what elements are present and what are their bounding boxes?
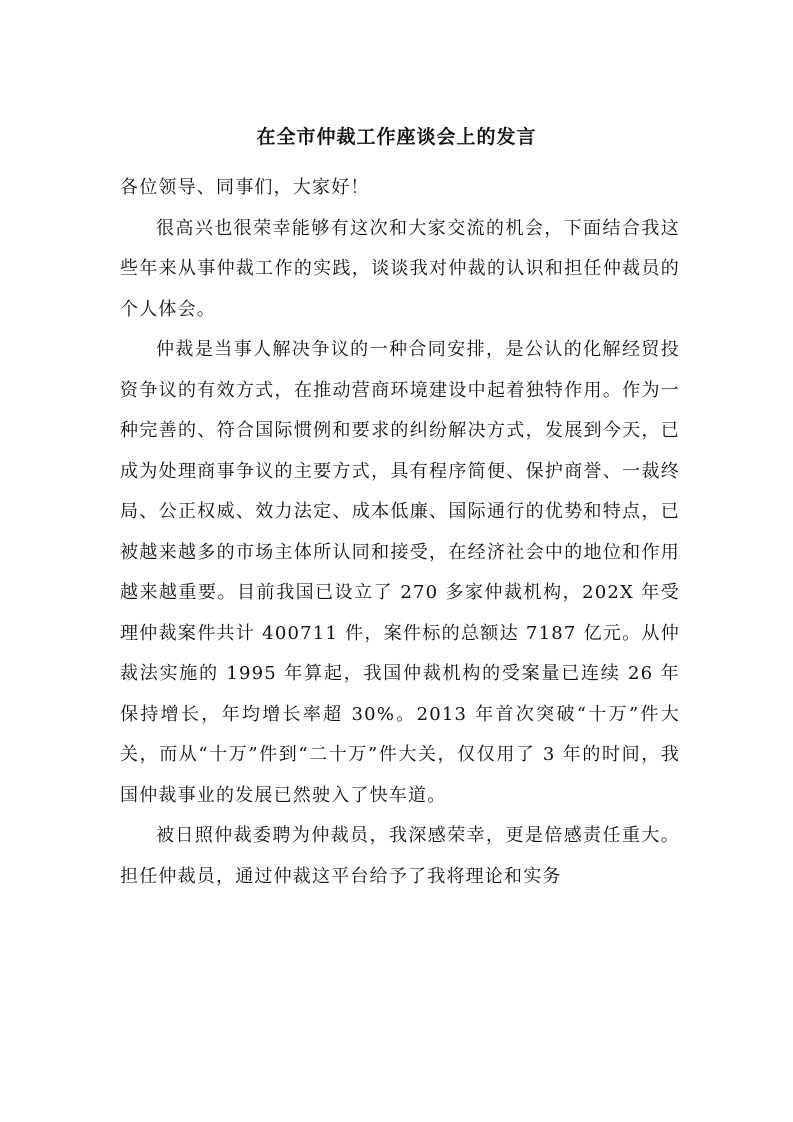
document-body [120, 168, 680, 897]
greeting-line: 各位领导、同事们，大家好！ [120, 177, 370, 198]
document-title: 在全市仲裁工作座谈会上的发言 [256, 126, 537, 148]
paragraph-2: 仲裁是当事人解决争议的一种合同安排，是公认的化解经贸投资争议的有效方式，在推动营商环境建设中起着独特作用。作为一种完善的、符合国际惯例和要求的纠纷解决方式，发展到今天，已成为处理商事争议的主要方式，具有程序简便、保护商誉、一裁终局、公正权威、效力法定、成本低廉、国际通行的优势和特点，已被越来越多的市场主体所认同和接受，在经济社会中的地位和作用越来越重要。目前我国已设立了 270 多家仲裁机构，202X 年受理仲裁案件共计 400711 件，案件标的总额达 7187 亿元。从仲裁法实施的 1995 年算起，我国仲裁机构的受案量已连续 26 年保持增长，年均增长率超 30%。2013 年首次突破“十万”件大关，而从“十万”件到“二十万”件大关，仅仅用了 3 年的时间，我国仲裁事业的发展已然驶入了快车道。 [120, 339, 680, 806]
paragraph-3: 被日照仲裁委聘为仲裁员，我深感荣幸，更是倍感责任重大。担任仲裁员，通过仲裁这平台给予了我将理论和实务 [120, 825, 680, 887]
paragraph-1: 很高兴也很荣幸能够有这次和大家交流的机会，下面结合我这些年来从事仲裁工作的实践，谈谈我对仲裁的认识和担任仲裁员的个人体会。 [120, 217, 680, 320]
